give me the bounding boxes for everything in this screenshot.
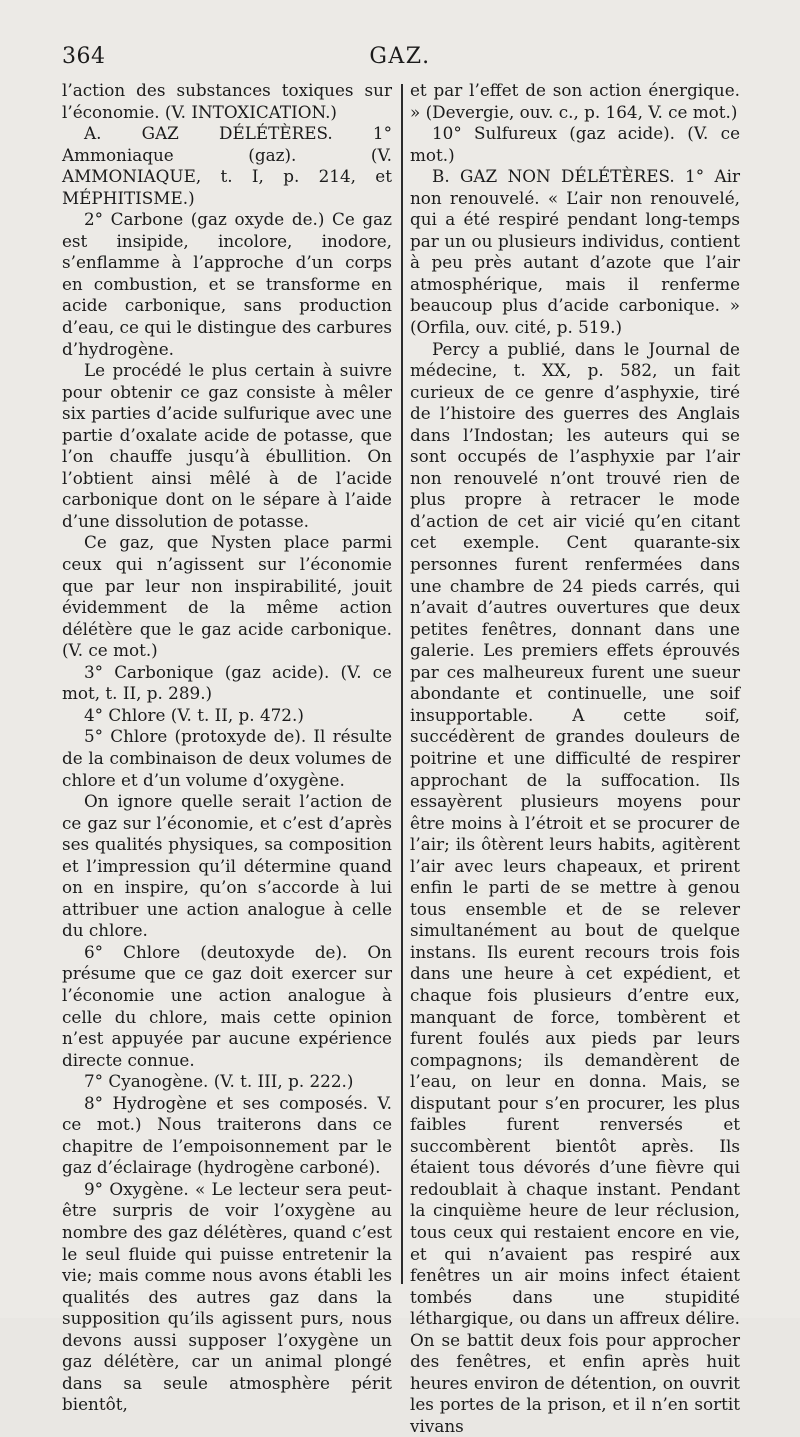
page-header xyxy=(62,44,738,74)
page-number: 364 xyxy=(62,44,106,69)
running-head: GAZ. xyxy=(369,44,431,69)
column-divider xyxy=(401,84,403,1284)
paragraph: Percy a publié, dans le Journal de médecine, t. XX, p. 582, un fait curieux de ce genre d’asphyxie, tiré de l’histoire des guerres des Anglais dans l’Indostan; les auteurs qui se sont occupés de l’asphyxie par l’air non renouvelé n’ont trouvé rien de plus propre à retracer le mode d’action de cet air vicié qu’en citant cet exemple. Cent quarante-six personnes furent renfermées dans une chambre de 24 pieds carrés, qui n’avait d’autres ouvertures que deux petites fenêtres, donnant dans une galerie. Les premiers effets éprouvés par ces malheureux furent une sueur abondante et continuelle, une soif insupportable. A cette soif, succédèrent de grandes douleurs de poitrine et une difficulté de respirer approchant de la suffocation. Ils essayèrent plusieurs moyens pour être moins à l’étroit et se procurer de l’air; ils ôtèrent leurs habits, agitèrent l’air avec leurs chapeaux, et prirent enfin le parti de se mettre à genou tous ensemble et de se relever simultanément au bout de quelque instans. Ils eurent recours trois fois dans une heure à cet expédient, et chaque fois plusieurs d’entre eux, manquant de force, tombèrent et furent foulés aux pieds par leurs compagnons; ils demandèrent de l’eau, on leur en donna. Mais, se disputant pour s’en procurer, les plus faibles furent renversés et succombèrent bientôt après. Ils étaient tous dévorés d’une fièvre qui redoublait à chaque instant. Pendant la cinquième heure de leur réclusion, tous ceux qui restaient encore en vie, et qui n’avaient pas respiré aux fenêtres un air moins infect étaient tombés dans une stupidité léthargique, ou dans un affreux délire. On se battit deux fois pour approcher des fenêtres, et enfin après huit heures environ de détention, on ouvrit les portes de la prison, et il n’en sortit vivans xyxy=(410,338,740,1436)
paragraph: 2° Carbone (gaz oxyde de.) Ce gaz est insipide, incolore, inodore, s’enflamme à l’approche d’un corps en combustion, et se transforme en acide carbonique, sans production d’eau, ce qui le distingue des carbures d’hydrogène. xyxy=(62,209,392,359)
paragraph: 6° Chlore (deutoxyde de). On présume que ce gaz doit exercer sur l’économie une action analogue à celle du chlore, mais cette opinion n’est appuyée par aucune expérience directe connue. xyxy=(62,941,392,1070)
paragraph: On ignore quelle serait l’action de ce gaz sur l’économie, et c’est d’après ses qualités physiques, sa composition et l’impression qu’il détermine quand on en inspire, qu’on s’accorde à lui attribuer une action analogue à celle du chlore. xyxy=(62,791,392,941)
paragraph: l’action des substances toxiques sur l’économie. (V. INTOXICATION.) xyxy=(62,80,392,122)
paragraph: 8° Hydrogène et ses composés. V. ce mot.) Nous traiterons dans ce chapitre de l’empoisonnement par le gaz d’éclairage (hydrogène carboné). xyxy=(62,1092,392,1178)
paragraph: 4° Chlore (V. t. II, p. 472.) xyxy=(84,704,304,725)
paragraph: Ce gaz, que Nysten place parmi ceux qui n’agissent sur l’économie que par leur non inspirabilité, jouit évidemment de la même action délétère que le gaz acide carbonique. (V. ce mot.) xyxy=(62,532,392,661)
paragraph: B. GAZ NON DÉLÉTÈRES. 1° Air non renouvelé. « L’air non renouvelé, qui a été respiré pendant long-temps par un ou plusieurs individus, contient à peu près autant d’azote que l’air atmosphérique, mais il renferme beaucoup plus d’acide carbonique. » (Orfila, ouv. cité, p. 519.) xyxy=(410,166,740,338)
paragraph: 3° Carbonique (gaz acide). (V. ce mot, t. II, p. 289.) xyxy=(62,661,392,704)
left-column xyxy=(62,80,392,1416)
paragraph: et par l’effet de son action énergique. » (Devergie, ouv. c., p. 164, V. ce mot.) xyxy=(410,80,740,122)
paragraph: 9° Oxygène. « Le lecteur sera peut-être surpris de voir l’oxygène au nombre des gaz délétères, quand c’est le seul fluide qui puisse entretenir la vie; mais comme nous avons établi les qualités des autres gaz dans la supposition qu’ils agissent purs, nous devons aussi supposer l’oxygène un gaz délétère, car un animal plongé dans sa seule atmosphère périt bientôt, xyxy=(62,1178,392,1415)
paragraph: A. GAZ DÉLÉTÈRES. 1° Ammoniaque (gaz). (V. AMMONIAQUE, t. I, p. 214, et MÉPHITISME.) xyxy=(62,123,392,208)
paragraph: Le procédé le plus certain à suivre pour obtenir ce gaz consiste à mêler six parties d’acide sulfurique avec une partie d’oxalate acide de potasse, que l’on chauffe jusqu’à ébullition. On l’obtient ainsi mêlé à de l’acide carbonique dont on le sépare à l’aide d’une dissolution de potasse. xyxy=(62,360,392,531)
paragraph: 7° Cyanogène. (V. t. III, p. 222.) xyxy=(84,1071,354,1092)
paragraph: 5° Chlore (protoxyde de). Il résulte de la combinaison de deux volumes de chlore et d’un volume d’oxygène. xyxy=(62,726,392,790)
paragraph: 10° Sulfureux (gaz acide). (V. ce mot.) xyxy=(410,123,740,165)
right-column xyxy=(410,80,740,1437)
